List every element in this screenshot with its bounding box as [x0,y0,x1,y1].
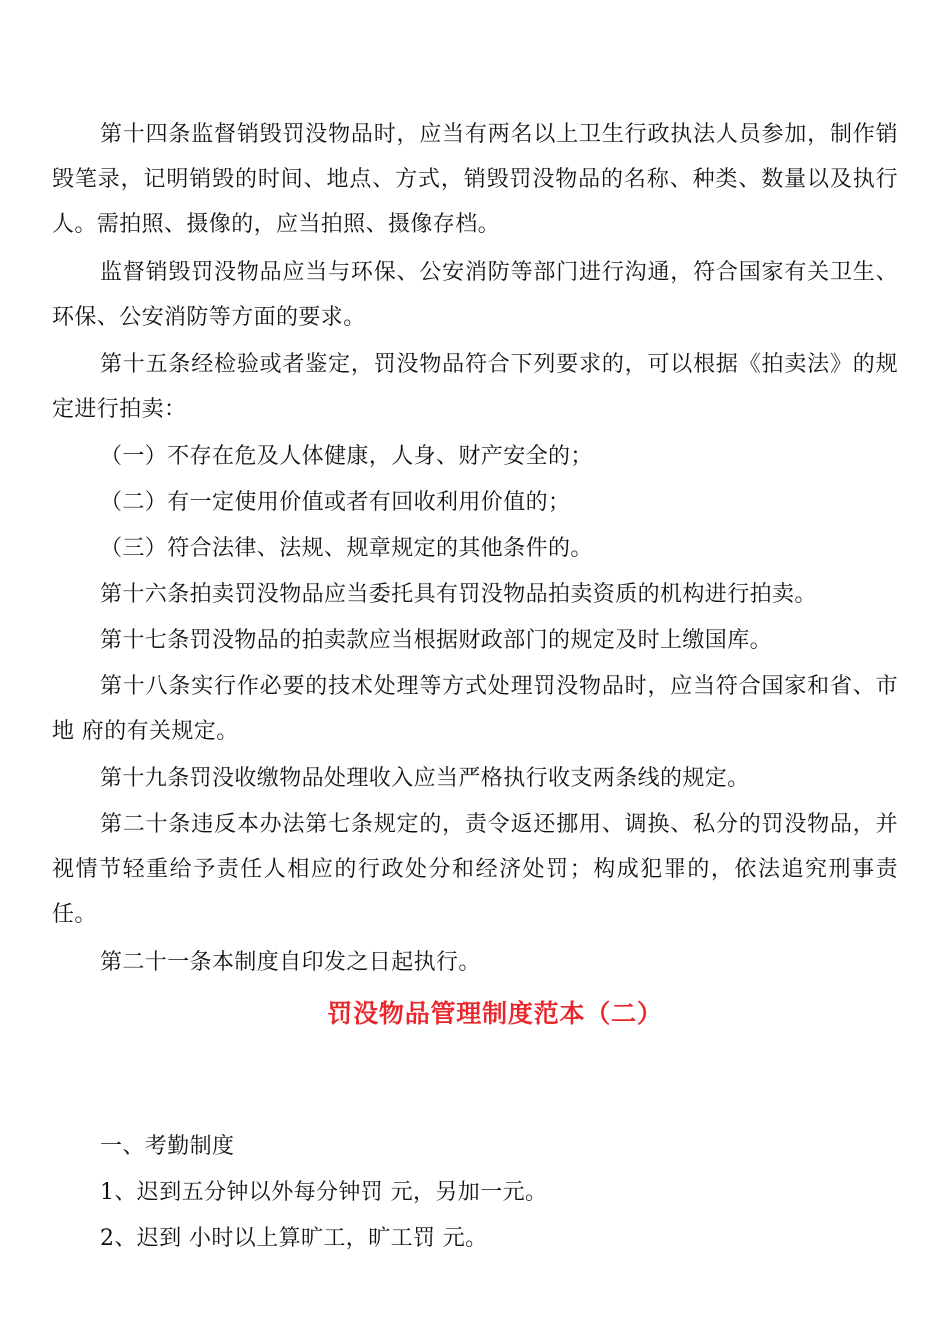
article-20-paragraph: 第二十条违反本办法第七条规定的，责令返还挪用、调换、私分的罚没物品，并视情节轻重给予责任人相应的行政处分和经济处罚；构成犯罪的，依法追究刑事责任。 [52,812,898,927]
article-14-paragraph: 第十四条监督销毁罚没物品时，应当有两名以上卫生行政执法人员参加，制作销毁笔录，记明销毁的时间、地点、方式，销毁罚没物品的名称、种类、数量以及执行人。需拍照、摄像的，应当拍照、摄像存档。 [52,122,898,237]
auction-condition-2: （二）有一定使用价值或者有回收利用价值的； [100,490,571,515]
article-17-paragraph: 第十七条罚没物品的拍卖款应当根据财政部门的规定及时上缴国库。 [100,628,773,653]
article-16-paragraph: 第十六条拍卖罚没物品应当委托具有罚没物品拍卖资质的机构进行拍卖。 [100,582,817,607]
auction-condition-3: （三）符合法律、法规、规章规定的其他条件的。 [100,536,593,561]
attendance-rule-2: 2、迟到 小时以上算旷工，旷工罚 元。 [100,1226,488,1251]
article-19-paragraph: 第十九条罚没收缴物品处理收入应当严格执行收支两条线的规定。 [100,766,750,791]
section-title: 罚没物品管理制度范本（二） [327,999,663,1028]
article-15-paragraph: 第十五条经检验或者鉴定，罚没物品符合下列要求的，可以根据《拍卖法》的规定进行拍卖： [52,352,898,422]
destruction-coordination-paragraph: 监督销毁罚没物品应当与环保、公安消防等部门进行沟通，符合国家有关卫生、环保、公安消防等方面的要求。 [52,260,898,330]
auction-condition-1: （一）不存在危及人体健康，人身、财产安全的； [100,444,593,469]
attendance-heading: 一、考勤制度 [100,1134,235,1159]
attendance-rule-1: 1、迟到五分钟以外每分钟罚 元，另加一元。 [100,1180,548,1205]
article-18-paragraph: 第十八条实行作必要的技术处理等方式处理罚没物品时，应当符合国家和省、市地 府的有关规定。 [52,674,898,744]
article-21-paragraph: 第二十一条本制度自印发之日起执行。 [100,950,481,975]
